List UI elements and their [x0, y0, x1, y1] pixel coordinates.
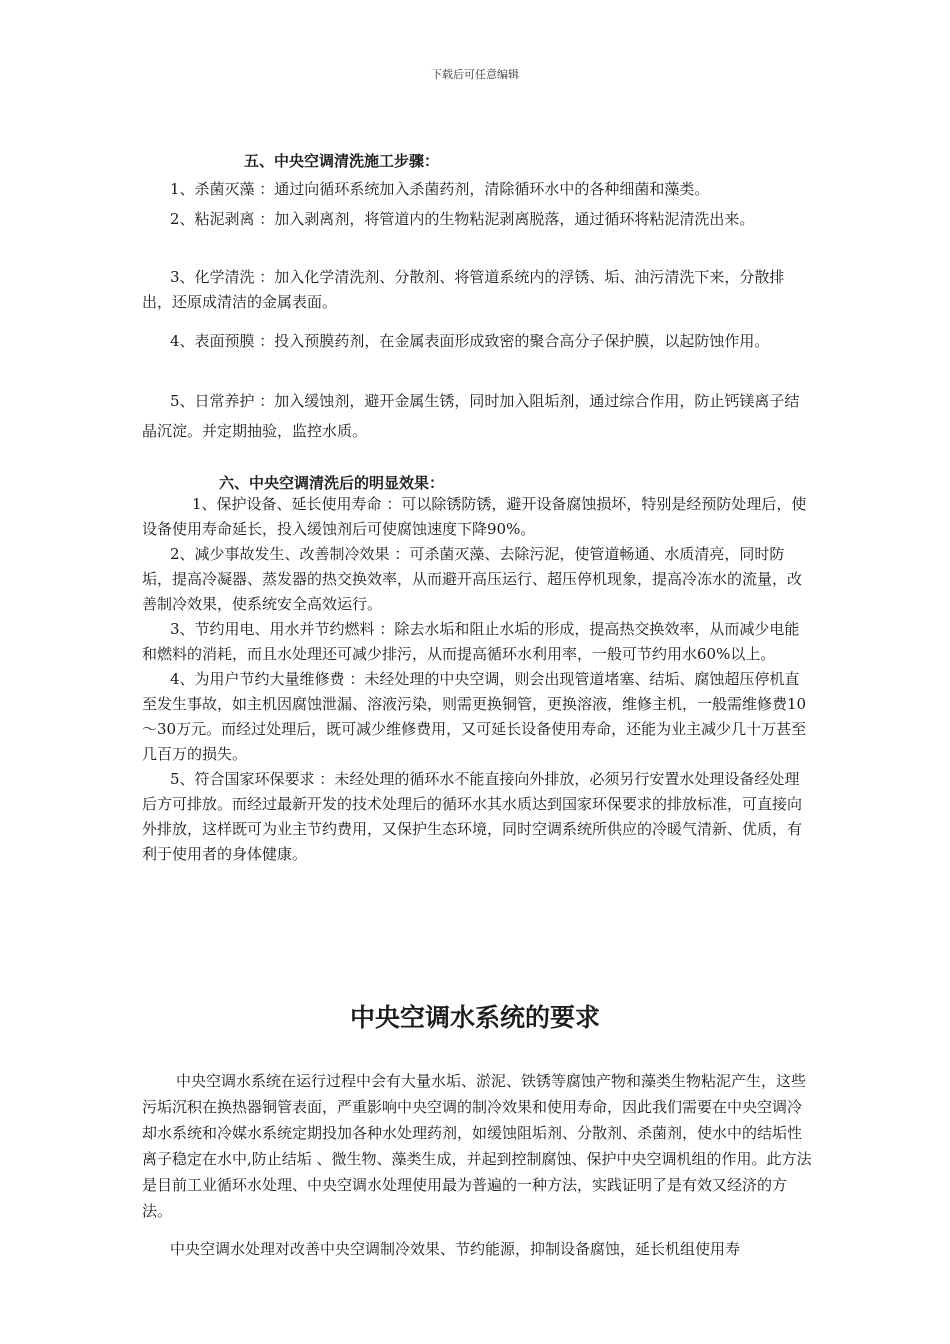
- main-paragraph-2: 中央空调水处理对改善中央空调制冷效果、节约能源，抑制设备腐蚀，延长机组使用寿: [170, 1240, 741, 1258]
- section-6-effect-5: 5、符合国家环保要求 ：未经处理的循环水不能直接向外排放，必须另行安置水处理设备经处理后方可排放。而经过最新开发的技术处理后的循环水其水质达到国家环保要求的排放标准，可直接向外排放，这样既可为业主节约费用，又保护生态环境，同时空调系统所供应的冷暖气清新、优质，有利于使用者的身体健康。: [142, 770, 803, 863]
- section-6-effect-3: 3、节约用电、用水并节约燃料 ：除去水垢和阻止水垢的形成，提高热交换效率，从而减少电能和燃料的消耗，而且水处理还可减少排污，从而提高循环水利用率，一般可节约用水60%以上。: [142, 620, 800, 663]
- main-body: [142, 1068, 812, 1224]
- main-title: 中央空调水系统的要求: [349, 1003, 600, 1032]
- section-5-step-3: [142, 265, 812, 315]
- page-header-note: 下载后可任意编辑: [431, 68, 519, 81]
- section-5-step-2: [142, 207, 812, 232]
- section-5-step-2-text: 2、粘泥剥离 ：加入剥离剂，将管道内的生物粘泥剥离脱落，通过循环将粘泥清洗出来。: [170, 210, 755, 228]
- section-5-title: 五、中央空调清洗施工步骤：: [244, 152, 440, 170]
- main-paragraph-1: 中央空调水系统在运行过程中会有大量水垢、淤泥、铁锈等腐蚀产物和藻类生物粘泥产生，这些污垢沉积在换热器铜管表面，严重影响中央空调的制冷效果和使用寿命，因此我们需要在中央空调冷却水系统和冷媒水系统定期投加各种水处理药剂，如缓蚀阻垢剂、分散剂、杀菌剂，使水中的结垢性离子稳定在水中,防止结垢 、微生物、藻类生成，并起到控制腐蚀、保护中央空调机组的作用。此方法是目前工业循环水处理、中央空调水处理使用最为普遍的一种方法，实践证明了是有效又经济的方法。: [142, 1072, 812, 1220]
- main-body-2: [142, 1237, 812, 1262]
- section-5-step-1: [142, 177, 812, 202]
- section-5-step-1-text: 1、杀菌灭藻 ：通过向循环系统加入杀菌药剂，清除循环水中的各种细菌和藻类。: [170, 180, 710, 198]
- section-5-step-4-text: 4、表面预膜 ：投入预膜药剂，在金属表面形成致密的聚合高分子保护膜，以起防蚀作用。: [170, 332, 770, 350]
- section-5-step-5: [142, 386, 812, 446]
- section-5-step-4: [142, 326, 812, 356]
- section-6-effect-1: 1、保护设备、延长使用寿命 ：可以除锈防锈，避开设备腐蚀损坏，特别是经预防处理后，使设备使用寿命延长，投入缓蚀剂后可使腐蚀速度下降90%。: [142, 495, 807, 538]
- section-5-step-5-text: 5、日常养护 ：加入缓蚀剂，避开金属生锈，同时加入阻垢剂，通过综合作用，防止钙镁离子结晶沉淀。并定期抽验，监控水质。: [142, 392, 800, 440]
- section-6-effects: [142, 492, 812, 867]
- section-5-step-3-text: 3、化学清洗 ：加入化学清洗剂、分散剂、将管道系统内的浮锈、垢、油污清洗下来，分散排出，还原成清洁的金属表面。: [142, 268, 785, 311]
- section-6-title: 六、中央空调清洗后的明显效果：: [219, 474, 445, 492]
- section-6-effect-2: 2、减少事故发生、改善制冷效果 ：可杀菌灭藻、去除污泥，使管道畅通、水质清亮，同时防垢，提高冷凝器、蒸发器的热交换效率，从而避开高压运行、超压停机现象，提高冷冻水的流量，改善制冷效果，使系统安全高效运行。: [142, 545, 803, 613]
- section-6-effect-4: 4、为用户节约大量维修费 ：未经处理的中央空调，则会出现管道堵塞、结垢、腐蚀超压停机直至发生事故，如主机因腐蚀泄漏、溶液污染，则需更换铜管，更换溶液，维修主机，一般需维修费10～30万元。而经过处理后，既可减少维修费用，又可延长设备使用寿命，还能为业主减少几十万甚至几百万的损失。: [142, 670, 807, 763]
